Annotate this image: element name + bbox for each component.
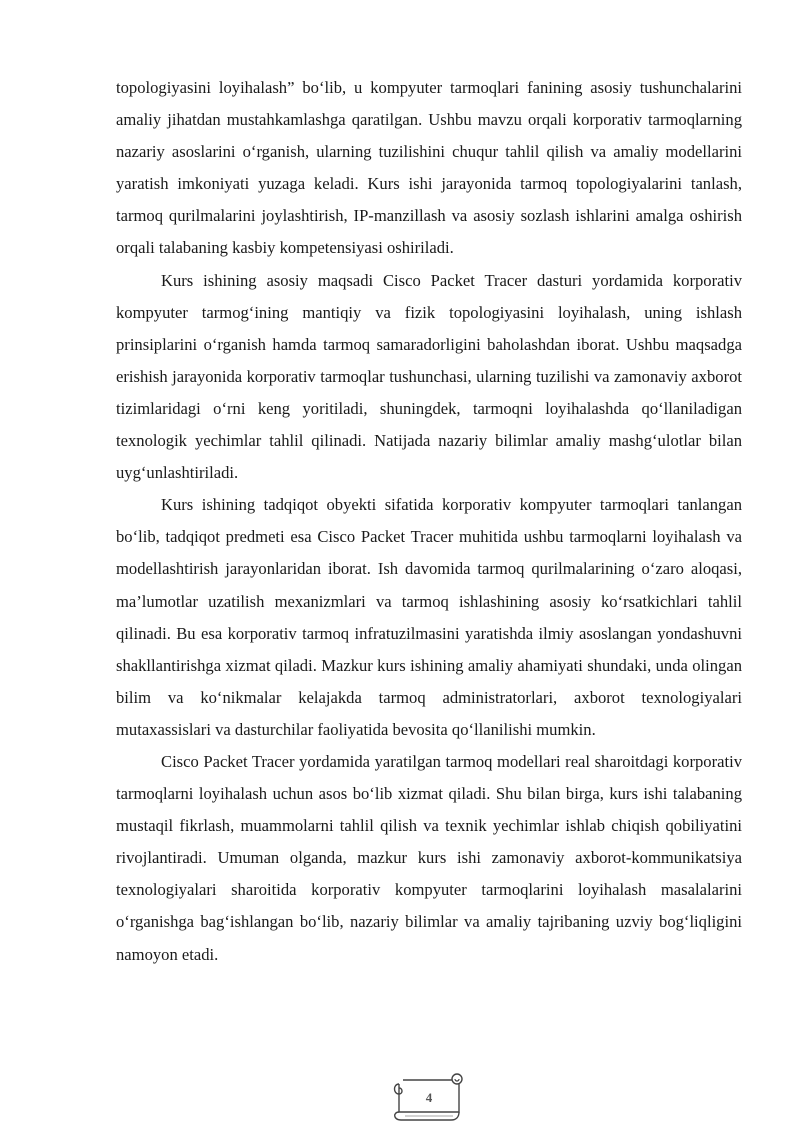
paragraph-3: Kurs ishining tadqiqot obyekti sifatida korporativ kompyuter tarmoqlari tanlangan bo‘lib, tadqiqot predmeti esa Cisco Packet Tracer muhitida ushbu tarmoqlarni loyihalash va modellashtirish jarayonlaridan iborat. Ish davomida tarmoq qurilmalarining o‘zaro aloqasi, ma’lumotlar uzatilish mexanizmlari va tarmoq ishlashining asosiy ko‘rsatkichlari tahlil qilinadi. Bu esa korporativ tarmoq infratuzilmasini yaratishda ilmiy asoslangan yondashuvni shakllantirishga xizmat qiladi. Mazkur kurs ishining amaliy ahamiyati shundaki, unda olingan bilim va ko‘nikmalar kelajakda tarmoq administratorlari, axborot texnologiyalari mutaxassislari va dasturchilar faoliyatida bevosita qo‘llanilishi mumkin. <box>116 495 742 739</box>
page-number: 4 <box>425 1090 433 1105</box>
paragraph-1: topologiyasini loyihalash” bo‘lib, u kompyuter tarmoqlari fanining asosiy tushunchalarini amaliy jihatdan mustahkamlashga qaratilgan. Ushbu mavzu orqali korporativ tarmoqlarning nazariy asoslarini o‘rganish, ularning tuzilishini chuqur tahlil qilish va amaliy modellarini yaratish imkoniyati yuzaga keladi. Kurs ishi jarayonida tarmoq topologiyalarini tanlash, tarmoq qurilmalarini joylashtirish, IP-manzillash va asosiy sozlash ishlarini amalga oshirish orqali talabaning kasbiy kompetensiyasi oshiriladi. <box>116 78 742 258</box>
paragraph-2: Kurs ishining asosiy maqsadi Cisco Packet Tracer dasturi yordamida korporativ kompyuter tarmog‘ining mantiqiy va fizik topologiyasini loyihalash, uning ishlash prinsiplarini o‘rganish hamda tarmoq samaradorligini baholashdan iborat. Ushbu maqsadga erishish jarayonida korporativ tarmoqlar tushunchasi, ularning tuzilishi va zamonaviy axborot tizimlaridagi o‘rni keng yoritiladi, shuningdek, tarmoqni loyihalashda qo‘llaniladigan texnologik yechimlar tahlil qilinadi. Natijada nazariy bilimlar amaliy mashg‘ulotlar bilan uyg‘unlashtiriladi. <box>116 270 742 483</box>
page-number-scroll <box>389 1070 467 1124</box>
document-body <box>116 72 742 971</box>
paragraph-4: Cisco Packet Tracer yordamida yaratilgan tarmoq modellari real sharoitdagi korporativ tarmoqlarni loyihalash uchun asos bo‘lib xizmat qiladi. Shu bilan birga, kurs ishi talabaning mustaqil fikrlash, muammolarni tahlil qilish va texnik yechimlar ishlab chiqish qobiliyatini rivojlantiradi. Umuman olganda, mazkur kurs ishi zamonaviy axborot-kommunikatsiya texnologiyalari sharoitida korporativ kompyuter tarmoqlarini loyihalash masalalarini o‘rganishga bag‘ishlangan bo‘lib, nazariy bilimlar va amaliy tajribaning uzviy bog‘liqligini namoyon etadi. <box>116 751 742 964</box>
